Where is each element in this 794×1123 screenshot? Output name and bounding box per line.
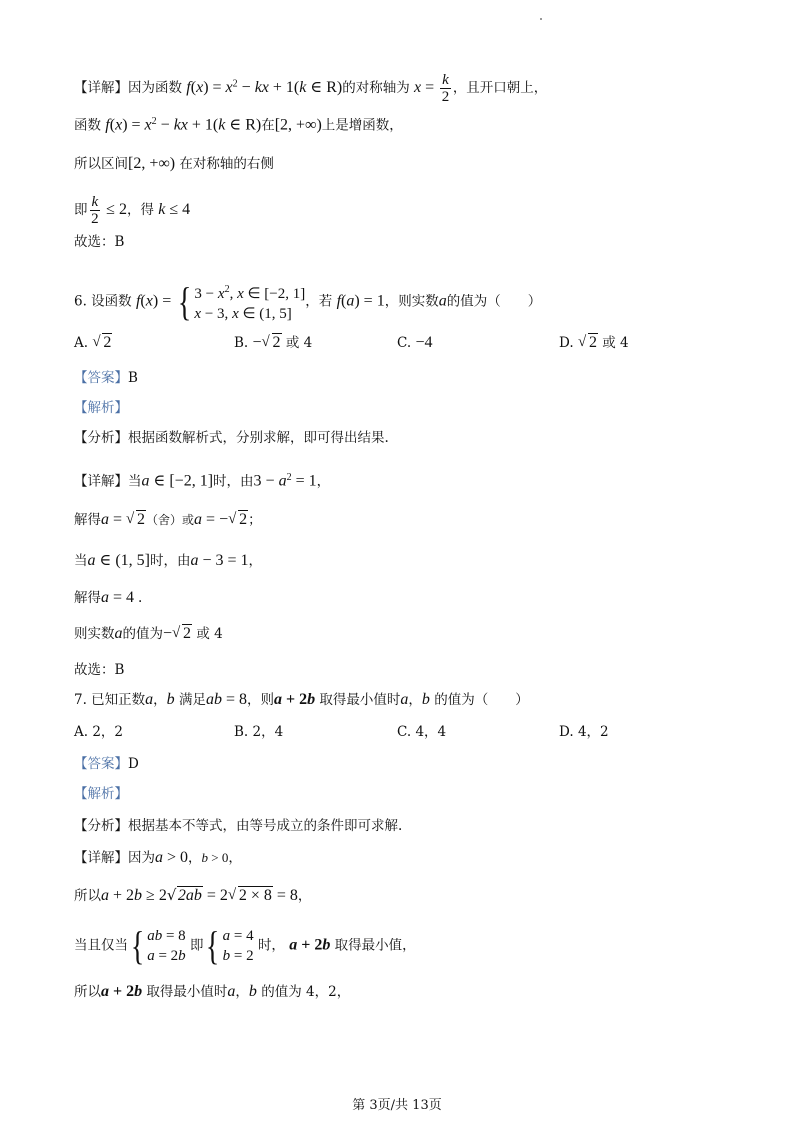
q7-detail-line-2: 所以a + 2b ≥ 2√ 2ab = 2√ 2 × 8 = 8， (74, 886, 311, 906)
condition-cases: ab = 8 a = 2b (147, 928, 186, 964)
q7-option-d (559, 722, 609, 742)
q6-option-d: D. √ 2 或 4 (559, 333, 629, 353)
q6-conclusion: 故选：B (74, 662, 125, 678)
detail-tag: 【详解】 (74, 850, 128, 866)
text: 时，由 (150, 553, 191, 569)
text: 当 (74, 553, 88, 569)
text: （舍）或 (146, 513, 195, 527)
q5-detail-line-4: 即 $\frac{k}{2}$ ≤ 2，得 k ≤ 4 (74, 194, 191, 227)
text: 当 (128, 473, 142, 490)
q6-answer (74, 368, 138, 388)
q7-option-a (74, 722, 123, 742)
q6-option-c (397, 333, 432, 353)
text: 取得最小值， (334, 937, 416, 954)
text: ，则实数 (384, 293, 439, 310)
text: 因为 (128, 850, 155, 866)
option-text: 或 4 (285, 335, 313, 351)
text: 函数 (74, 117, 101, 134)
option-text: 或 4 (602, 335, 629, 351)
option-label: C. (397, 335, 412, 351)
text: 取得最小值时 (146, 984, 228, 1000)
text: ，且开口朝上， (452, 80, 548, 96)
option-label: A. (74, 335, 89, 351)
q7-stem: 7. 已知正数a，b 满足ab = 8，则a + 2b 取得最小值时a，b 的值为（ ） (74, 691, 529, 708)
q7-detail-line-3: 当且仅当{ ab = 8 a = 2b 即{ a = 4 b = 2 时， a + 2b 取得最小值， (74, 923, 416, 968)
text: 解得 (74, 512, 101, 528)
text: ，若 (305, 293, 333, 310)
option-label: A. (74, 724, 89, 740)
text: 在 (261, 117, 275, 134)
text: 所以 (74, 888, 101, 904)
option-text: 4，2 (577, 724, 609, 740)
text: ， (235, 984, 249, 1000)
q6-detail-line-4: 解得a = 4 . (74, 589, 143, 606)
q6-analysis-tag: 【解析】 (74, 400, 128, 416)
option-label: C. (397, 724, 412, 740)
solution-cases: a = 4 b = 2 (222, 928, 254, 964)
text: ，得 (126, 202, 154, 218)
text: . (138, 590, 143, 606)
q6-option-b: B. −√ 2 或 4 (234, 333, 312, 353)
analysis-text: 根据基本不等式，由等号成立的条件即可求解. (128, 818, 403, 834)
q6-detail-line-5: 则实数a的值为−√ 2 或 4 (74, 624, 223, 644)
detail-tag: 【详解】 (74, 473, 128, 490)
text: 即 (74, 202, 88, 218)
text: ， (316, 473, 331, 490)
q5-answer: 故选：B (74, 234, 125, 250)
q7-option-c (397, 722, 446, 742)
q6-option-a: A. √ 2 (74, 333, 112, 353)
text: 取得最小值时 (319, 692, 401, 708)
text: 7. 已知正数 (74, 692, 146, 708)
q6-analysis (74, 428, 389, 448)
text: 时， (257, 937, 285, 954)
text: 的值为（ ） (446, 293, 542, 310)
option-text: −4 (415, 334, 433, 351)
text: ， (297, 888, 312, 904)
text: ，则 (247, 692, 274, 708)
text: 的值为 4，2， (261, 984, 351, 1000)
analysis-text: 根据函数解析式，分别求解，即可得出结果. (128, 430, 389, 446)
option-label: D. (559, 724, 574, 740)
text: 在对称轴的右侧 (179, 156, 274, 172)
text: 或 4 (196, 626, 223, 642)
answer-tag: 【答案】 (74, 370, 128, 386)
q7-answer (74, 754, 139, 774)
q5-detail-line-3: 所以区间[2, +∞) 在对称轴的右侧 (74, 155, 274, 172)
text: ， (228, 850, 242, 866)
q5-detail-line-2: 函数 $f(x) = x^2$ − kx + 1(k ∈ R)在[2, +∞)上是增函数， (74, 116, 403, 134)
option-label: D. (559, 335, 574, 351)
text: 所以 (74, 984, 101, 1000)
text: 上是增函数， (321, 117, 403, 134)
q6-detail-line-2: 解得a = √ 2（舍）或a = −√ 2； (74, 510, 262, 530)
text: 的值为（ ） (434, 692, 529, 708)
option-label: B. (234, 724, 249, 740)
text: ， (188, 850, 202, 866)
piecewise-cases: $3 - x^2$, x ∈ [−2, 1] x − 3, x ∈ (1, 5] (194, 284, 306, 322)
q5-detail-line-1: 【详解】因为函数 $f(x) = x^2$ − kx + 1(k ∈ R)的对称轴为 x = $\frac{k}{2}$ ，且开口朝上， (74, 72, 548, 105)
q7-analysis (74, 816, 402, 836)
text: 6. 设函数 (74, 293, 132, 310)
text: 则实数 (74, 626, 115, 642)
text: 因为函数 (128, 80, 182, 96)
q7-detail-line-1: 【详解】因为a > 0，b > 0， (74, 849, 242, 866)
option-text: 2，2 (92, 724, 124, 740)
text: 的值为 (122, 626, 163, 642)
q6-stem: 6. 设函数 f(x) = { $3 - x^2$, x ∈ [−2, 1] x − 3, x ∈ (1, 5] ，若 f(a) = 1，则实数a的值为（ ） (74, 279, 542, 324)
answer-tag: 【答案】 (74, 756, 128, 772)
option-label: B. (234, 335, 249, 351)
detail-tag: 【详解】 (74, 80, 128, 96)
text: 满足 (178, 692, 206, 708)
text: ， (153, 692, 167, 708)
text: 即 (189, 937, 204, 954)
page-footer: 第 3页/共 13页 (352, 1098, 442, 1113)
q6-detail-line-3: 当a ∈ (1, 5]时，由a − 3 = 1， (74, 552, 263, 569)
scan-dot (540, 18, 542, 20)
analysis-head: 【分析】 (74, 818, 128, 834)
option-text: 4，4 (415, 724, 447, 740)
text: 所以区间 (74, 156, 128, 172)
text: 解得 (74, 590, 101, 606)
q6-detail-line-1: 【详解】当a ∈ [−2, 1]时，由$3 - a^2 = 1$， (74, 472, 331, 490)
answer-value: D (128, 756, 139, 772)
text: ， (248, 553, 263, 569)
text: ； (248, 512, 262, 528)
text: 的对称轴为 (342, 80, 410, 96)
option-text: 2，4 (252, 724, 284, 740)
q7-analysis-tag: 【解析】 (74, 786, 128, 802)
analysis-head: 【分析】 (74, 430, 128, 446)
q7-detail-line-4: 所以a + 2b 取得最小值时a，b 的值为 4，2， (74, 983, 351, 1000)
text: ， (408, 692, 422, 708)
text: 时，由 (213, 473, 254, 490)
text: 当且仅当 (74, 937, 128, 954)
q7-option-b (234, 722, 283, 742)
answer-value: B (128, 370, 138, 386)
